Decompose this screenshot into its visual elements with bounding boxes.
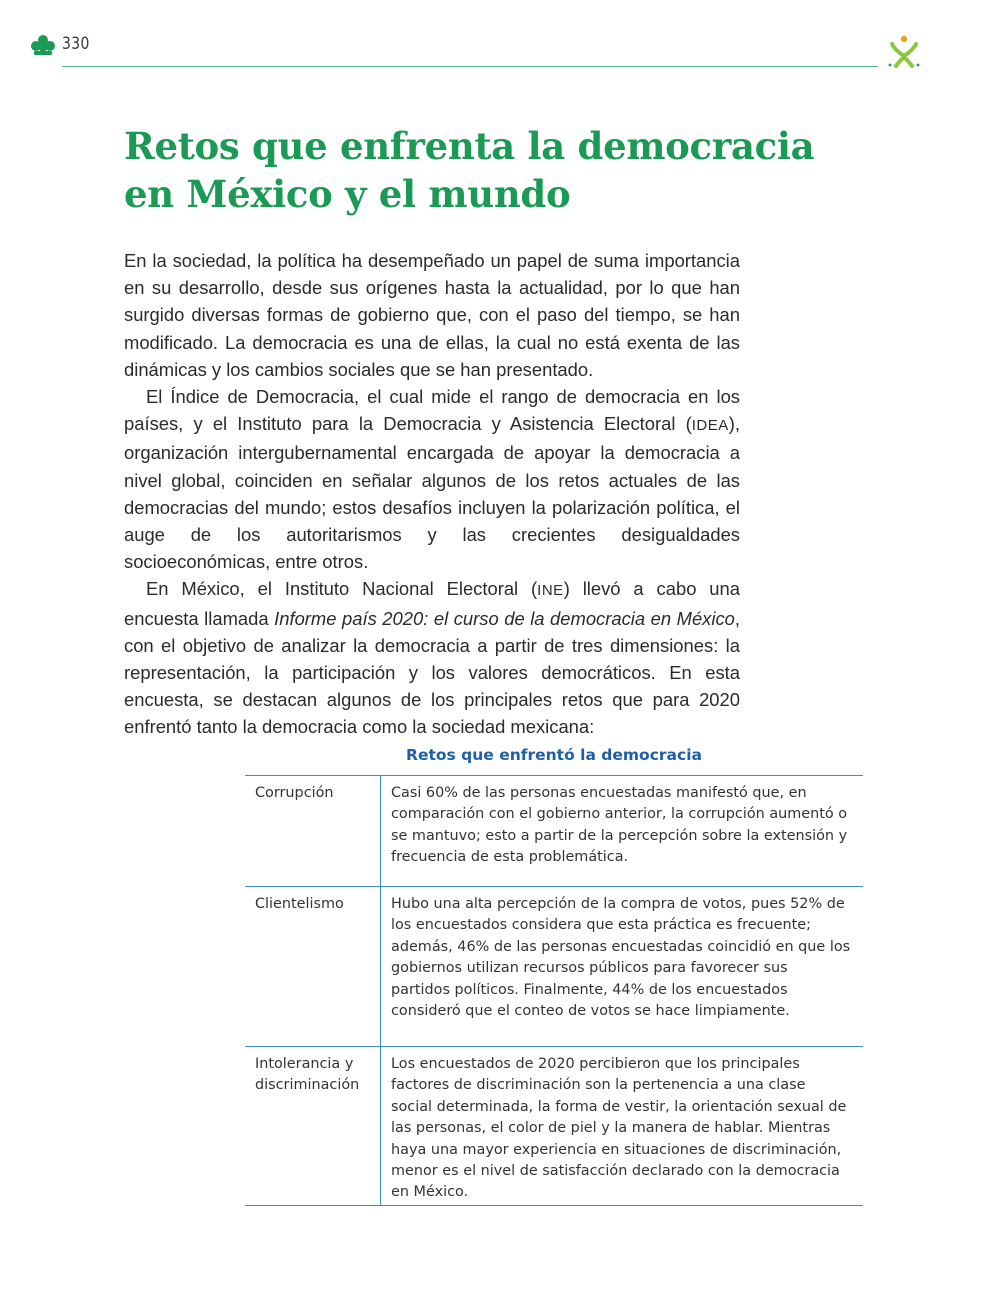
paragraph-3: En México, el Instituto Nacional Electoral (INE) llevó a cabo una encuesta llamada Informe país 2020: el curso de la democracia en México, con el objetivo de analizar la democracia a partir de tres dimensiones: la representación, la participación y los valores democráticos. En esta encuesta, se destacan algunos de los principales retos que para 2020 enfrentó tanto la democracia como la sociedad mexicana: — [124, 578, 741, 738]
row-description: Los encuestados de 2020 percibieron que los principales factores de discriminación son la pertenencia a una clase social determinada, la forma de vestir, la orientación sexual de las personas, el color de piel y la manera de hablar. Mientras haya una mayor experiencia en situaciones de discriminación, menor es el nivel de satisfacción declarado con la democracia en México. — [391, 1056, 847, 1201]
table-caption: Retos que enfrentó la democracia — [406, 746, 702, 764]
acronym-idea: IDEA — [691, 417, 729, 435]
figure-logo-icon — [884, 32, 924, 72]
row-description: Casi 60% de las personas encuestadas manifestó que, en comparación con el gobierno anterior, la corrupción aumentó o se mantuvo; esto a partir de la percepción sobre la extensión y frecuencia de esta problemática. — [391, 785, 848, 866]
table-row — [245, 776, 863, 887]
clover-icon — [30, 34, 56, 56]
report-title: Informe país 2020: el curso de la democracia en México — [274, 607, 735, 629]
paragraph-1: En la sociedad, la política ha desempeñado un papel de suma importancia en su desarrollo, desde sus orígenes hasta la actualidad, por lo que han surgido diversas formas de gobierno que, con el paso del tiempo, se han modificado. La democracia es una de ellas, la cual no está exenta de las dinámicas y los cambios sociales que se han presentado. — [124, 250, 740, 380]
row-description: Hubo una alta percepción de la compra de votos, pues 52% de los encuestados considera que esta práctica es frecuente; además, 46% de las personas encuestadas coincidió en que los gobiernos utilizan recursos públicos para favorecer sus partidos políticos. Finalmente, 44% de los encuestados consideró que el conteo de votos se hace limpiamente. — [391, 896, 851, 1020]
title-line-1: Retos que enfrenta la democracia — [124, 124, 815, 168]
row-category: Intolerancia y discriminación — [245, 1047, 381, 1206]
header-divider — [62, 66, 878, 67]
title-line-2: en México y el mundo — [124, 172, 571, 216]
challenges-table — [245, 775, 863, 1206]
table-row — [245, 1047, 863, 1206]
acronym-ine: INE — [537, 582, 564, 600]
page-header — [0, 0, 986, 80]
row-category: Clientelismo — [245, 887, 381, 1047]
page-number: 330 — [62, 34, 90, 54]
body-text — [124, 247, 740, 741]
table-row — [245, 887, 863, 1047]
page-title — [124, 122, 824, 218]
row-category: Corrupción — [245, 776, 381, 887]
paragraph-2: El Índice de Democracia, el cual mide el rango de democracia en los países, y el Instituto para la Democracia y Asistencia Electoral (IDEA), organización intergubernamental encargada de apoyar la democracia a nivel global, coinciden en señalar algunos de los retos actuales de las democracias del mundo; estos desafíos incluyen la polarización política, el auge de los autoritarismos y las crecientes desigualdades socioeconómicas, entre otros. — [124, 386, 740, 573]
